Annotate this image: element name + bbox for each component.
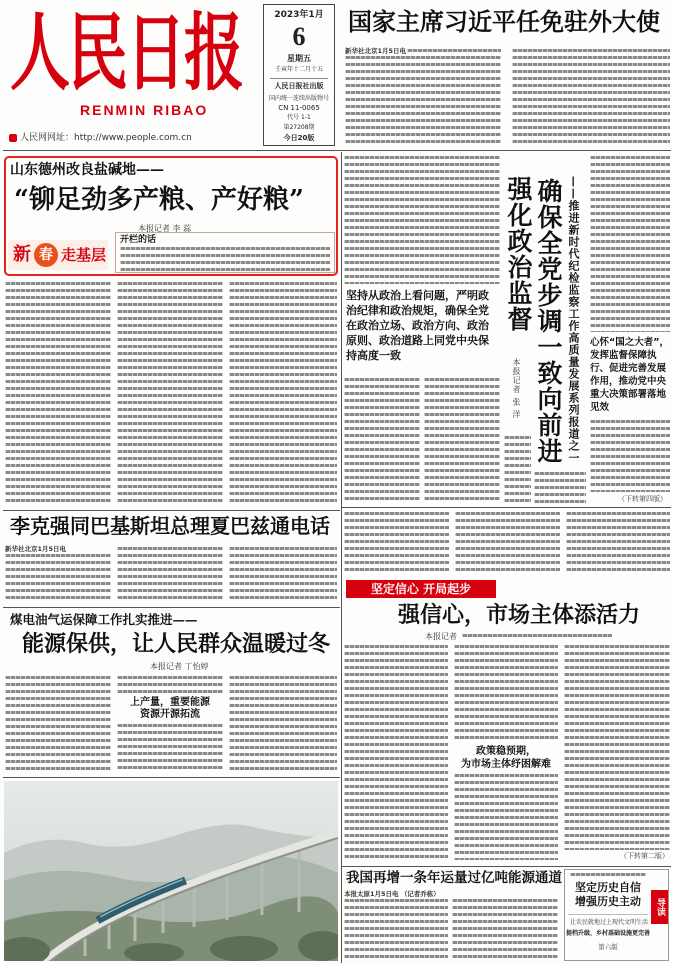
supervision-headline-col2: 确保全党步调一致向前进 [534, 178, 563, 464]
body-text [229, 282, 337, 502]
continued-note: （下转第四版） [618, 495, 667, 503]
corridor-headline: 我国再增一条年运量过亿吨能源通道 [346, 870, 562, 886]
body-text [504, 436, 531, 504]
guide-feature-kicker: 让农民就地过上现代文明生活 [569, 919, 648, 926]
body-text [344, 899, 448, 961]
section-rule [3, 607, 340, 608]
body-text [454, 774, 558, 860]
publisher: 人民日报社出版 [274, 82, 324, 90]
energy-subhead-line: 资源开源拓流 [140, 709, 200, 720]
body-text [117, 724, 223, 773]
column-intro-title: 开栏的话 [120, 235, 157, 245]
supervision-byline: 本报记者 张 洋 [512, 358, 521, 420]
energy-kicker: 煤电油气运保障工作扎实推进—— [10, 612, 198, 627]
energy-subhead-line: 上产量，重要能源 [130, 697, 210, 708]
guide-feature-title: 提档升级，乡村基础设施更完善 [566, 930, 651, 937]
website-line: 人民网网址：http://www.people.com.cn [20, 133, 192, 143]
corridor-dateline: 本报太原1月5日电 （记者乔栋） [344, 890, 440, 898]
body-text [590, 420, 670, 492]
body-text [454, 645, 558, 742]
badge-char-xin: 新 [13, 244, 31, 265]
feature-byline: 本报记者 李 蕊 [138, 224, 192, 233]
body-text [407, 49, 501, 53]
serial-label: 国内统一连续出版物号 [268, 95, 329, 102]
body-text [5, 282, 111, 506]
date-lunar: 壬寅年十二月十五 [274, 66, 323, 73]
body-text [120, 247, 330, 271]
body-text [229, 547, 337, 602]
market-subhead [454, 745, 558, 771]
guide-commentary-line: 增强历史主动 [575, 895, 641, 908]
body-text [229, 676, 337, 773]
people-net-logo-icon [9, 134, 17, 142]
issue-number: 第27208期 [283, 124, 315, 131]
body-text [344, 512, 449, 575]
supervision-subtitle: ——推进新时代纪检监察工作高质量发展系列报道之一 [567, 176, 580, 464]
masthead-rule [3, 150, 671, 151]
body-text [452, 899, 558, 961]
train-viaduct-photo [4, 781, 338, 961]
feature-kicker: 山东德州改良盐碱地—— [10, 162, 164, 178]
body-text [424, 378, 500, 504]
supervision-headline-col1: 强化政治监督 [504, 176, 533, 332]
serial-number: CN 11-0065 [278, 104, 320, 112]
market-headline: 强信心，市场主体添活力 [398, 602, 641, 628]
supervision-pullquote: 坚持从政治上看问题，严明政治纪律和政治规矩，确保全党在政治立场、政治方向、政治原则、政治道路上同党中央保持高度一致 [346, 289, 489, 362]
energy-byline: 本报记者 丁怡婷 [150, 662, 209, 671]
feature-headline: “铆足劲多产粮、产好粮” [14, 185, 304, 215]
date-year-month: 2023年1月 [274, 10, 324, 20]
body-text [512, 49, 670, 145]
body-text [534, 472, 586, 504]
date-box-divider [270, 78, 328, 79]
guide-feature-page: 第六版 [598, 943, 618, 951]
body-text [455, 512, 560, 575]
market-subhead-line: 为市场主体纾困解难 [461, 759, 551, 770]
market-subhead-line: 政策稳预期， [476, 746, 536, 757]
lead-dateline: 新华社北京1月5日电 [345, 47, 407, 55]
continued-note: （下转第二版） [620, 852, 669, 860]
body-text [5, 554, 111, 602]
body-text [117, 282, 223, 506]
lead-headline: 国家主席习近平任免驻外大使 [348, 7, 660, 36]
energy-headline: 能源保供，让人民群众温暖过冬 [22, 631, 331, 657]
postal-code: 代号 1-1 [287, 114, 311, 121]
newspaper-pinyin: RENMIN RIBAO [80, 102, 209, 118]
date-box [263, 4, 335, 146]
guide-commentary-line: 坚定历史自信 [575, 881, 641, 894]
body-text [344, 156, 500, 284]
section-rule [342, 507, 671, 508]
guide-divider [568, 914, 648, 915]
date-day: 6 [292, 22, 306, 51]
section-rule [342, 866, 671, 867]
badge-label: 走基层 [61, 246, 107, 264]
body-text [5, 676, 111, 773]
section-rule [3, 777, 340, 778]
date-weekday: 星期五 [287, 54, 311, 63]
body-text [564, 645, 670, 850]
body-text [344, 378, 420, 504]
column-intro-box [115, 232, 335, 273]
supervision-pullquote-2: 心怀“国之大者”，发挥监督保障执行、促进完善发展作用，推动党中央重大决策部署落地见效 [590, 337, 669, 413]
body-text [570, 873, 646, 877]
body-text [590, 156, 670, 332]
newspaper-logo: 人民日报 [10, 5, 242, 103]
new-spring-badge [8, 240, 108, 270]
body-text [117, 547, 223, 602]
market-byline: 本报记者 [425, 632, 457, 641]
section-rule [3, 510, 340, 511]
call-headline: 李克强同巴基斯坦总理夏巴兹通电话 [10, 514, 330, 538]
column-rule [341, 152, 342, 963]
page-count: 今日20版 [283, 134, 315, 142]
guide-tab: 导读 [651, 890, 668, 924]
body-text [345, 56, 501, 145]
body-text [117, 676, 223, 693]
call-dateline: 新华社北京1月5日电 [5, 545, 67, 553]
byline-names [462, 634, 612, 639]
badge-char-chun: 春 [34, 243, 58, 267]
body-text [566, 512, 670, 575]
energy-subhead [117, 697, 223, 721]
series-banner: 坚定信心 开局起步 [346, 580, 496, 598]
body-text [344, 645, 448, 860]
